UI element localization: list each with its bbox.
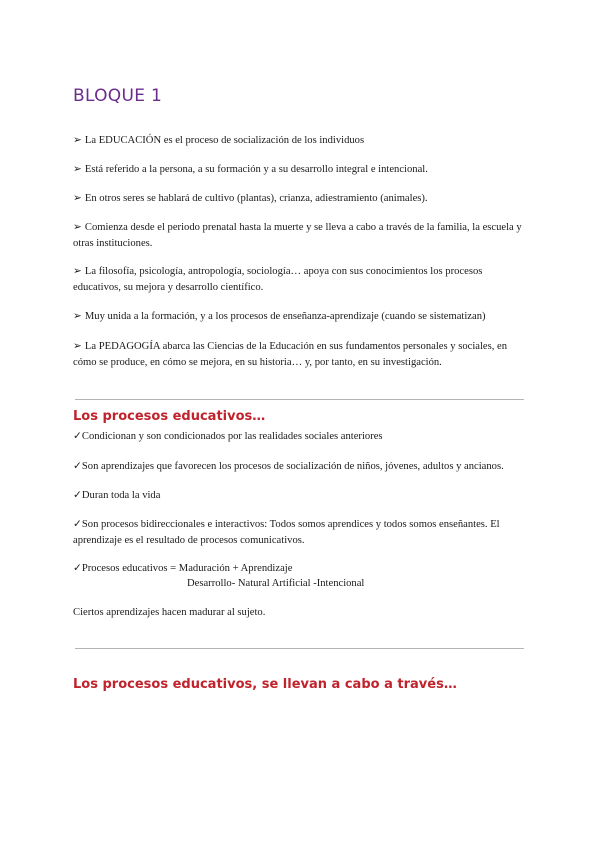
- arrow-bullet-icon: ➢: [73, 311, 82, 322]
- arrow-bullet-icon: ➢: [73, 164, 82, 175]
- list-item: [73, 133, 525, 149]
- list-item: [73, 459, 525, 475]
- section-heading: Los procesos educativos, se llevan a cabo a través…: [73, 677, 457, 692]
- list-item-text: La EDUCACIÓN es el proceso de socialización de los individuos: [84, 135, 365, 146]
- list-item: [73, 191, 525, 207]
- list-item: [73, 561, 525, 577]
- list-item: [73, 429, 525, 445]
- arrow-bullet-icon: ➢: [73, 266, 82, 277]
- section-divider: [75, 648, 524, 649]
- arrow-bullet-icon: ➢: [73, 135, 82, 146]
- list-item: [73, 264, 525, 296]
- arrow-bullet-icon: ➢: [73, 222, 82, 233]
- arrow-bullet-icon: ➢: [73, 193, 82, 204]
- closing-text: Ciertos aprendizajes hacen madurar al sujeto.: [73, 607, 266, 618]
- section-divider: [75, 399, 524, 400]
- list-item: [73, 488, 525, 504]
- list-item-text: Muy unida a la formación, y a los procesos de enseñanza-aprendizaje (cuando se sistematizan): [84, 311, 486, 322]
- list-item-text: Son aprendizajes que favorecen los procesos de socialización de niños, jóvenes, adultos y ancianos.: [81, 461, 504, 472]
- list-item: [73, 162, 525, 178]
- page-title: BLOQUE 1: [73, 86, 163, 106]
- list-item: [73, 309, 525, 325]
- list-item: [73, 339, 525, 371]
- list-item-text: Son procesos bidireccionales e interactivos: Todos somos aprendices y todos somos enseñantes. El aprendizaje es el resultado de procesos comunicativos.: [73, 519, 500, 546]
- formula-subtext: Desarrollo- Natural Artificial -Intencional: [187, 578, 365, 589]
- list-item-text: Condicionan y son condicionados por las realidades sociales anteriores: [81, 431, 383, 442]
- list-item-text: Está referido a la persona, a su formación y a su desarrollo integral e intencional.: [84, 164, 428, 175]
- list-item-text: La filosofía, psicología, antropología, sociología… apoya con sus conocimientos los procesos educativos, su mejora y desarrollo científico.: [73, 266, 483, 293]
- list-item-text: La PEDAGOGÍA abarca las Ciencias de la Educación en sus fundamentos personales y sociales, en cómo se produce, en cómo se mejora, en su historia… y, por tanto, en su investigación.: [73, 341, 508, 368]
- section-heading: Los procesos educativos…: [73, 409, 266, 424]
- check-icon: ✓: [73, 431, 82, 442]
- list-item-text: Procesos educativos = Maduración + Aprendizaje: [81, 563, 293, 574]
- list-item-text: Comienza desde el periodo prenatal hasta la muerte y se lleva a cabo a través de la familia, la escuela y otras instituciones.: [73, 222, 522, 249]
- list-item: [73, 517, 525, 549]
- list-item: [73, 220, 525, 252]
- check-icon: ✓: [73, 490, 82, 501]
- check-icon: ✓: [73, 461, 82, 472]
- check-icon: ✓: [73, 563, 82, 574]
- arrow-bullet-icon: ➢: [73, 341, 82, 352]
- list-item-text: Duran toda la vida: [81, 490, 161, 501]
- list-item-text: En otros seres se hablará de cultivo (plantas), crianza, adiestramiento (animales).: [84, 193, 428, 204]
- check-icon: ✓: [73, 519, 82, 530]
